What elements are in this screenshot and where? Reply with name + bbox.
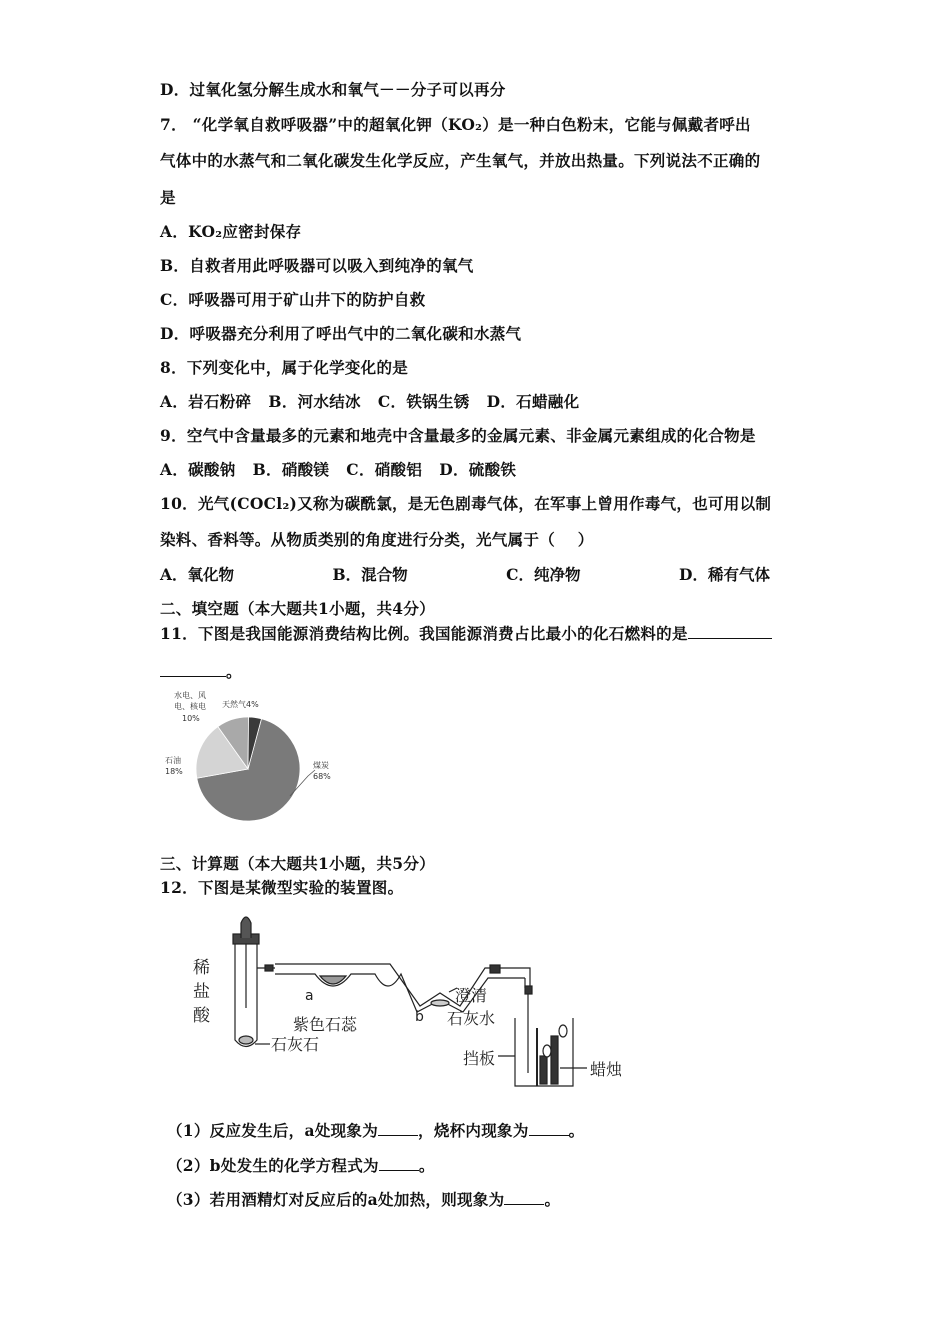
q10-stem-line2: 染料、香料等。从物质类别的角度进行分类，光气属于（ ） <box>160 530 594 549</box>
label-point-a: a <box>305 988 314 1004</box>
q11-stem-text: 11．下图是我国能源消费结构比例。我国能源消费占比最小的化石燃料的是 <box>160 624 688 643</box>
outlet-bend <box>525 968 530 988</box>
label-acid-1: 稀 <box>193 958 210 978</box>
q10-options <box>160 563 770 585</box>
q12-sub3-text-b: 。 <box>544 1190 561 1209</box>
rubber-joint-2 <box>490 965 500 973</box>
label-litmus: 紫色石蕊 <box>293 1015 358 1034</box>
q9-stem: 9．空气中含量最多的元素和地壳中含量最多的金属元素、非金属元素组成的化合物是 <box>160 426 756 445</box>
q7-option-c: C．呼吸器可用于矿山井下的防护自救 <box>160 290 426 309</box>
q12-sub1-blank-1 <box>378 1120 418 1137</box>
coal-label: 煤炭 <box>313 761 329 770</box>
label-acid-3: 酸 <box>193 1006 210 1026</box>
coal-percent: 68% <box>313 772 331 781</box>
flame-low <box>543 1045 551 1057</box>
q11-stem <box>160 622 772 644</box>
flame-high <box>559 1025 567 1037</box>
q12-sub1-text-a: （1）反应发生后，a处现象为 <box>167 1121 379 1140</box>
q12-sub1-blank-2 <box>529 1120 569 1137</box>
label-baffle: 挡板 <box>463 1049 496 1068</box>
hydro-label-line1: 水电、风 <box>174 691 206 700</box>
q7-option-a: A．KO₂应密封保存 <box>160 222 302 241</box>
label-limestone: 石灰石 <box>271 1035 320 1054</box>
q7-stem-line2: 气体中的水蒸气和二氧化碳发生化学反应，产生氧气，并放出热量。下列说法不正确的 <box>160 151 761 170</box>
q7-option-b: B．自救者用此呼吸器可以吸入到纯净的氧气 <box>160 256 474 275</box>
section-heading-calculation: 三、计算题（本大题共1小题，共5分） <box>160 854 435 873</box>
limewater-drop <box>431 1000 449 1006</box>
q9-options: A．碳酸钠 B．硝酸镁 C．硝酸铝 D．硫酸铁 <box>160 460 517 479</box>
q12-sub1 <box>167 1119 584 1141</box>
q8-stem: 8．下列变化中，属于化学变化的是 <box>160 358 409 377</box>
label-limewater-2: 石灰水 <box>447 1009 496 1028</box>
limestone-chunk <box>239 1036 253 1044</box>
section-heading-fill-in: 二、填空题（本大题共1小题，共4分） <box>160 599 435 618</box>
q12-sub1-text-b: ，烧杯内现象为 <box>418 1121 529 1140</box>
q6-option-d: D．过氧化氢分解生成水和氧气－－分子可以再分 <box>160 80 506 99</box>
energy-pie-chart <box>160 686 350 836</box>
q10-option-a: A．氧化物 <box>160 565 235 584</box>
q11-stem-cont <box>160 660 242 682</box>
q12-sub2-text-b: 。 <box>418 1156 435 1175</box>
q12-sub2-text-a: （2）b处发生的化学方程式为 <box>167 1156 379 1175</box>
q7-stem-line3: 是 <box>160 188 176 207</box>
hydro-percent: 10% <box>182 714 200 723</box>
q7-option-d: D．呼吸器充分利用了呼出气中的二氧化碳和水蒸气 <box>160 324 522 343</box>
q12-sub2-blank <box>379 1155 419 1172</box>
q11-answer-blank-1 <box>688 623 772 640</box>
q10-option-b: B．混合物 <box>332 565 408 584</box>
q10-option-c: C．纯净物 <box>506 565 581 584</box>
q12-sub1-text-c: 。 <box>568 1121 585 1140</box>
q11-end: 。 <box>226 662 242 681</box>
candle-high-holder <box>551 1036 558 1084</box>
rubber-joint-1 <box>265 965 273 971</box>
hydro-label-line2: 电、核电 <box>174 702 206 711</box>
q12-sub3-blank <box>504 1189 544 1206</box>
oil-percent: 18% <box>165 767 183 776</box>
q12-sub3-text-a: （3）若用酒精灯对反应后的a处加热，则现象为 <box>167 1190 505 1209</box>
apparatus-diagram <box>185 908 635 1093</box>
q7-stem-line1: 7． “化学氧自救呼吸器”中的超氧化钾（KO₂）是一种白色粉末，它能与佩戴者呼出 <box>160 115 751 134</box>
oil-label: 石油 <box>165 756 181 765</box>
q12-stem: 12．下图是某微型实验的装置图。 <box>160 878 404 897</box>
label-candle: 蜡烛 <box>590 1060 623 1079</box>
q11-answer-blank-2 <box>160 661 226 678</box>
q10-stem-line1: 10．光气(COCl₂)又称为碳酰氯，是无色剧毒气体，在军事上曾用作毒气，也可用以制 <box>160 494 772 513</box>
label-point-b: b <box>415 1009 424 1025</box>
dropper-bulb <box>241 917 251 938</box>
q8-options: A．岩石粉碎 B．河水结冰 C．铁锅生锈 D．石蜡融化 <box>160 392 580 411</box>
q12-sub2 <box>167 1154 435 1176</box>
label-acid-2: 盐 <box>193 982 210 1002</box>
gas-label: 天然气4% <box>222 700 259 709</box>
q12-sub3 <box>167 1188 560 1210</box>
rubber-joint-3 <box>525 986 532 994</box>
candle-low-holder <box>540 1056 547 1084</box>
q10-option-d: D．稀有气体 <box>679 565 770 584</box>
label-limewater-1: 澄清 <box>455 986 488 1005</box>
